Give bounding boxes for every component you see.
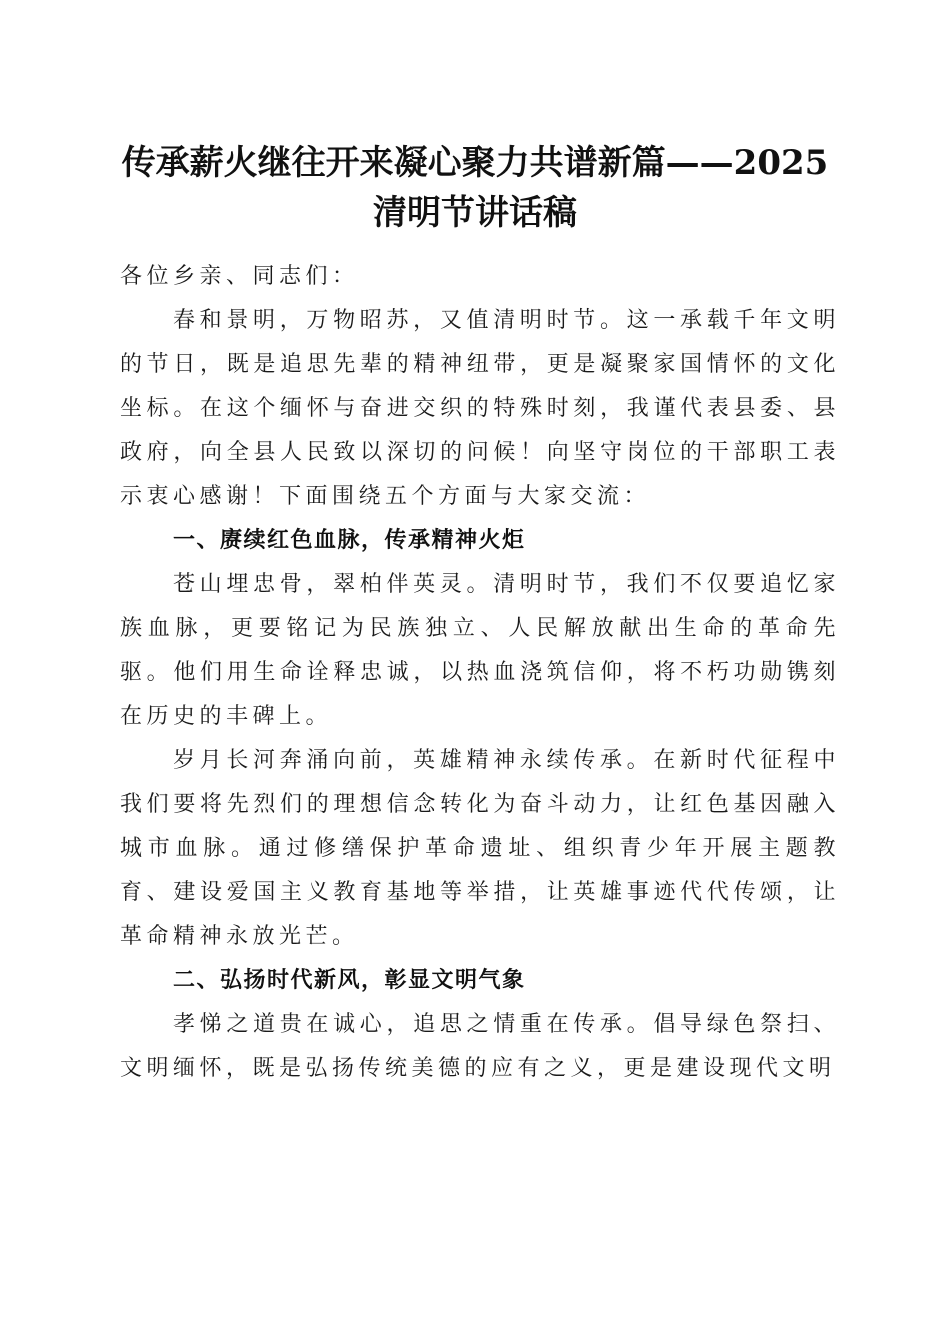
section-heading-2: 二、弘扬时代新风，彰显文明气象 (173, 968, 526, 993)
paragraph-section1-1: 苍山埋忠骨，翠柏伴英灵。清明时节，我们不仅要追忆家族血脉，更要铭记为民族独立、人民解放献出生命的革命先驱。他们用生命诠释忠诚，以热血浇筑信仰，将不朽功勋镌刻在历史的丰碑上。 (120, 572, 840, 729)
paragraph-intro: 春和景明，万物昭苏，又值清明时节。这一承载千年文明的节日，既是追思先辈的精神纽带，更是凝聚家国情怀的文化坐标。在这个缅怀与奋进交织的特殊时刻，我谨代表县委、县政府，向全县人民致以深切的问候！向坚守岗位的干部职工表示衷心感谢！下面围绕五个方面与大家交流： (120, 308, 840, 509)
paragraph-section2-1: 孝悌之道贵在诚心，追思之情重在传承。倡导绿色祭扫、文明缅怀，既是弘扬传统美德的应有之义，更是建设现代文明 (120, 1012, 840, 1081)
document-title (100, 138, 850, 238)
section-heading-1: 一、赓续红色血脉，传承精神火炬 (173, 528, 526, 553)
title-line-2: 清明节讲话稿 (373, 193, 577, 233)
document-body (120, 255, 840, 1091)
paragraph-section1-2: 岁月长河奔涌向前，英雄精神永续传承。在新时代征程中我们要将先烈们的理想信念转化为奋斗动力，让红色基因融入城市血脉。通过修缮保护革命遗址、组织青少年开展主题教育、建设爱国主义教育基地等举措，让英雄事迹代代传颂，让革命精神永放光芒。 (120, 748, 840, 949)
salutation: 各位乡亲、同志们： (120, 264, 359, 289)
title-line-1: 传承薪火继往开来凝心聚力共谱新篇——2025 (121, 143, 829, 183)
